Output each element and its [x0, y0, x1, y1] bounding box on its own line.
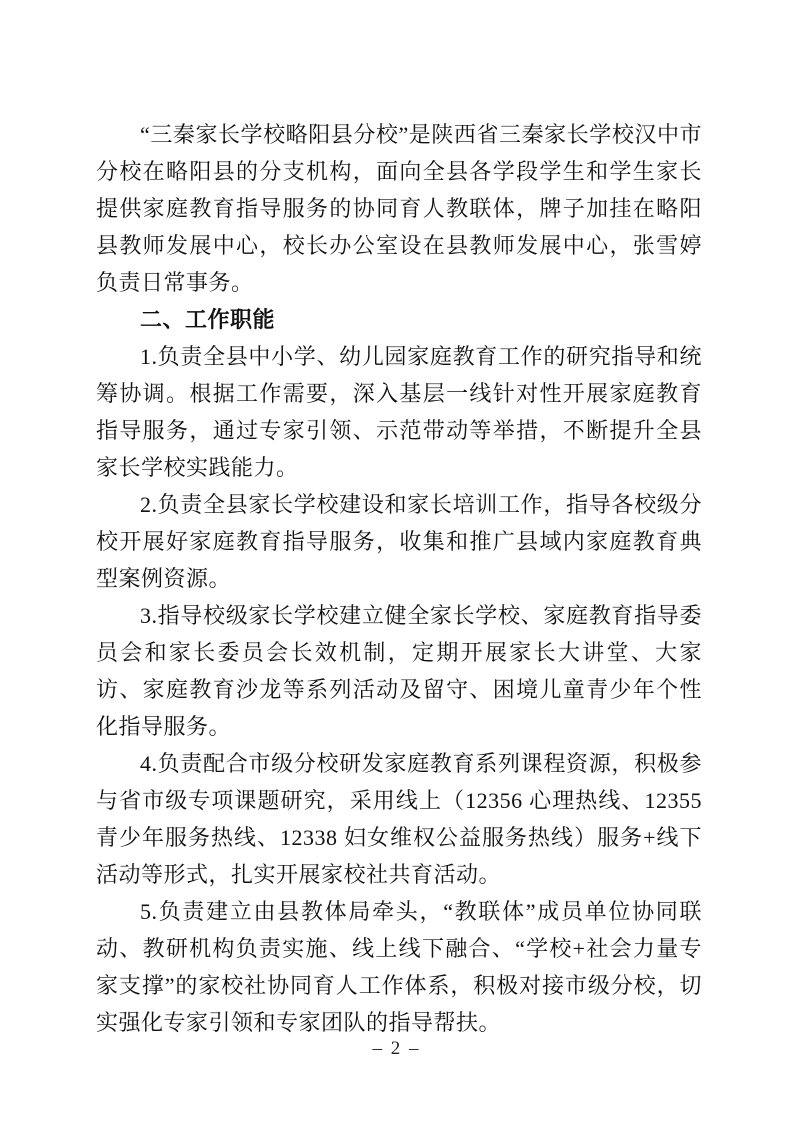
paragraph-duty-2: 2.负责全县家长学校建设和家长培训工作，指导各校级分校开展好家庭教育指导服务，收集和推广县域内家庭教育典型案例资源。 [96, 492, 702, 591]
section-heading-work-functions: 二、工作职能 [140, 307, 276, 332]
paragraph-duty-5: 5.负责建立由县教体局牵头，“教联体”成员单位协同联动、教研机构负责实施、线上线下融合、“学校+社会力量专家支撑”的家校社协同育人工作体系，积极对接市级分校，切实强化专家引领和专家团队的指导帮扶。 [96, 899, 702, 1035]
paragraph-duty-3: 3.指导校级家长学校建立健全家长学校、家庭教育指导委员会和家长委员会长效机制，定期开展家长大讲堂、大家访、家庭教育沙龙等系列活动及留守、困境儿童青少年个性化指导服务。 [96, 603, 702, 739]
paragraph-duty-1: 1.负责全县中小学、幼儿园家庭教育工作的研究指导和统筹协调。根据工作需要，深入基层一线针对性开展家庭教育指导服务，通过专家引领、示范带动等举措，不断提升全县家长学校实践能力。 [96, 344, 702, 480]
paragraph-duty-4: 4.负责配合市级分校研发家庭教育系列课程资源，积极参与省市级专项课题研究，采用线上（12356 心理热线、12355 青少年服务热线、12338 妇女维权公益服务热线）服务+线下活动等形式，扎实开展家校社共育活动。 [96, 751, 702, 887]
page-number: – 2 – [372, 1038, 421, 1059]
paragraph-intro: “三秦家长学校略阳县分校”是陕西省三秦家长学校汉中市分校在略阳县的分支机构，面向全县各学段学生和学生家长提供家庭教育指导服务的协同育人教联体，牌子加挂在略阳县教师发展中心，校长办公室设在县教师发展中心，张雪婷负责日常事务。 [96, 122, 702, 295]
document-body [96, 116, 702, 1041]
